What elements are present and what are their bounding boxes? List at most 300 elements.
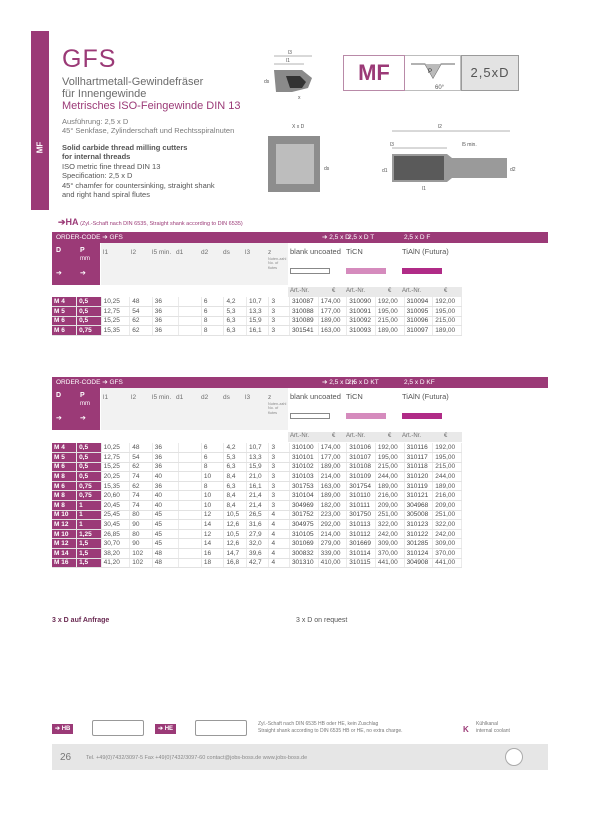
table-cell: 310112 bbox=[347, 529, 376, 539]
table-row bbox=[52, 520, 462, 530]
table-cell: 4,2 bbox=[224, 443, 247, 453]
table-cell: 10,5 bbox=[224, 529, 247, 539]
table-row bbox=[52, 558, 462, 568]
table-cell: M 8 bbox=[52, 472, 77, 482]
table-cell: 45 bbox=[152, 529, 179, 539]
table-cell bbox=[179, 472, 202, 482]
table-cell: M 4 bbox=[52, 297, 77, 307]
table-cell: 36 bbox=[152, 307, 179, 317]
table-cell: 310092 bbox=[347, 316, 376, 326]
title-de: Vollhartmetall-Gewindefräser für Innengewinde bbox=[62, 76, 204, 100]
table-cell: M 5 bbox=[52, 307, 77, 317]
table-cell: 310105 bbox=[289, 529, 318, 539]
table-cell: 4,2 bbox=[224, 297, 247, 307]
table-cell: 10,5 bbox=[224, 510, 247, 520]
table-cell: 48 bbox=[152, 558, 179, 568]
product-code: GFS bbox=[62, 45, 117, 73]
table-cell: 310107 bbox=[347, 453, 376, 463]
table-cell: 48 bbox=[130, 297, 153, 307]
table-cell: 80 bbox=[130, 510, 153, 520]
table-cell: 370,00 bbox=[375, 549, 404, 559]
table-row bbox=[52, 472, 462, 482]
table-cell: 1,5 bbox=[77, 558, 102, 568]
table-cell: 4 bbox=[269, 549, 289, 559]
table-cell: 192,00 bbox=[375, 297, 404, 307]
table-cell: 310087 bbox=[289, 297, 318, 307]
table-cell: 4 bbox=[269, 558, 289, 568]
table-cell: 40 bbox=[152, 472, 179, 482]
tool-tip-drawing bbox=[262, 48, 332, 100]
table-cell: 21,4 bbox=[246, 501, 269, 511]
table-cell: 242,00 bbox=[375, 529, 404, 539]
drawing-l1b: l1 bbox=[422, 186, 426, 192]
table-cell: 310088 bbox=[289, 307, 318, 317]
table-row bbox=[52, 481, 462, 491]
table-cell: 1 bbox=[77, 520, 102, 530]
table-cell: 10,25 bbox=[101, 443, 130, 453]
table-cell: 15,35 bbox=[101, 481, 130, 491]
table-cell: 40 bbox=[152, 501, 179, 511]
table-cell: 27,9 bbox=[246, 529, 269, 539]
table-cell: 339,00 bbox=[318, 549, 347, 559]
table-cell bbox=[179, 462, 202, 472]
table-row bbox=[52, 297, 462, 307]
drawing-l3b: l3 bbox=[390, 142, 394, 148]
table-cell: M 8 bbox=[52, 491, 77, 501]
table-cell: 30,45 bbox=[101, 520, 130, 530]
table-cell: M 6 bbox=[52, 316, 77, 326]
table-cell: 15,9 bbox=[246, 316, 269, 326]
table-cell: 74 bbox=[130, 472, 153, 482]
table-cell: 310113 bbox=[347, 520, 376, 530]
subtitle-de: Metrisches ISO-Feingewinde DIN 13 bbox=[62, 100, 241, 112]
table-cell: 441,00 bbox=[375, 558, 404, 568]
table-cell: M 6 bbox=[52, 481, 77, 491]
table-cell: 0,75 bbox=[77, 491, 102, 501]
table-cell: 15,25 bbox=[101, 316, 130, 326]
table-cell: 36 bbox=[152, 443, 179, 453]
table1-dim-header: l1 l2 l5 min. d1 d2 ds l3 z Nuten-zahl No. of flutes bbox=[101, 243, 288, 285]
table-cell: 4 bbox=[269, 529, 289, 539]
table-cell: 163,00 bbox=[318, 326, 347, 336]
table-cell: 177,00 bbox=[318, 307, 347, 317]
table-cell: 215,00 bbox=[375, 462, 404, 472]
table-cell: 3 bbox=[269, 462, 289, 472]
drawing-ds2: ds bbox=[324, 166, 330, 172]
table-cell: 15,25 bbox=[101, 462, 130, 472]
table-cell: 12,75 bbox=[101, 453, 130, 463]
table-cell: 310120 bbox=[404, 472, 433, 482]
table-cell: 1,25 bbox=[77, 529, 102, 539]
table-cell: 16 bbox=[201, 549, 224, 559]
table-cell bbox=[179, 297, 202, 307]
table-cell: 6,3 bbox=[224, 462, 247, 472]
he-flag: ➔ HE bbox=[155, 724, 176, 734]
table-cell: 20,60 bbox=[101, 491, 130, 501]
table-cell: 195,00 bbox=[433, 307, 462, 317]
table-cell bbox=[179, 549, 202, 559]
table-cell: 310114 bbox=[347, 549, 376, 559]
tool-drawing bbox=[262, 118, 520, 206]
table-cell: 3 bbox=[269, 443, 289, 453]
table-cell: 310091 bbox=[347, 307, 376, 317]
table-cell: 215,00 bbox=[433, 462, 462, 472]
table-cell: 10,25 bbox=[101, 297, 130, 307]
table-cell: 310118 bbox=[404, 462, 433, 472]
table-cell: 310119 bbox=[404, 481, 433, 491]
table-row bbox=[52, 453, 462, 463]
spec-de: Ausführung: 2,5 x D 45° Senkfase, Zylinderschaft und Rechtsspiralnuten bbox=[62, 117, 235, 135]
table-row bbox=[52, 539, 462, 549]
table-cell: 90 bbox=[130, 520, 153, 530]
spec-badge: 2,5xD bbox=[461, 55, 519, 91]
table-cell: 4 bbox=[269, 520, 289, 530]
thread-profile-box bbox=[405, 55, 461, 91]
table-row bbox=[52, 510, 462, 520]
table-cell: 195,00 bbox=[433, 453, 462, 463]
table-cell: 163,00 bbox=[318, 481, 347, 491]
table-cell: 62 bbox=[130, 481, 153, 491]
table-cell: 310094 bbox=[404, 297, 433, 307]
shank-footnote: Zyl.-Schaft nach DIN 6535 HB oder HE, kein Zuschlag Straight shank according to DIN 6535 HB or HE, no extra charge. bbox=[258, 721, 403, 734]
table-row bbox=[52, 491, 462, 501]
table-cell: 8,4 bbox=[224, 501, 247, 511]
table-cell: 292,00 bbox=[318, 520, 347, 530]
table-cell: 5,3 bbox=[224, 453, 247, 463]
footnote-de: 3 x D auf Anfrage bbox=[52, 617, 110, 624]
table-cell: 36 bbox=[152, 462, 179, 472]
table-cell: 26,85 bbox=[101, 529, 130, 539]
table-cell: 310102 bbox=[289, 462, 318, 472]
table-cell: 54 bbox=[130, 453, 153, 463]
table-cell: 310121 bbox=[404, 491, 433, 501]
table-cell: 310101 bbox=[289, 453, 318, 463]
drawing-x: x bbox=[298, 95, 301, 100]
table-cell: 5,3 bbox=[224, 307, 247, 317]
table-cell: M 6 bbox=[52, 326, 77, 336]
table-cell: 13,3 bbox=[246, 307, 269, 317]
table-cell: 45 bbox=[152, 539, 179, 549]
table-cell: 6,3 bbox=[224, 316, 247, 326]
table1-artnr-row: Art.-Nr. € Art.-Nr. € Art.-Nr. € bbox=[288, 287, 462, 297]
table-cell: 174,00 bbox=[318, 443, 347, 453]
table-cell bbox=[179, 481, 202, 491]
table-cell bbox=[179, 510, 202, 520]
table-cell: 74 bbox=[130, 491, 153, 501]
table-cell: 6 bbox=[201, 443, 224, 453]
k-note: Kühlkanal internal coolant bbox=[476, 721, 510, 734]
table-row bbox=[52, 307, 462, 317]
table-cell: 16,1 bbox=[246, 326, 269, 336]
footer-contact: Tel. +49(0)7432/3097-5 Fax +49(0)7432/3097-60 contact@jobs-boss.de www.jobs-boss.de bbox=[86, 755, 308, 761]
table-cell: 12,6 bbox=[224, 539, 247, 549]
table1 bbox=[52, 297, 462, 336]
shank-note: ➔HA (Zyl.-Schaft nach DIN 6535, Straight shank according to DIN 6535) bbox=[58, 217, 243, 227]
drawing-d1: d1 bbox=[382, 168, 388, 174]
table-cell: 26,5 bbox=[246, 510, 269, 520]
table-cell: 10 bbox=[201, 501, 224, 511]
table-cell: 14 bbox=[201, 539, 224, 549]
table-cell: 304908 bbox=[404, 558, 433, 568]
table-row bbox=[52, 501, 462, 511]
table-cell: 36 bbox=[152, 297, 179, 307]
table-cell: 12 bbox=[201, 529, 224, 539]
side-tab bbox=[31, 31, 49, 210]
table-cell: M 16 bbox=[52, 558, 77, 568]
table-cell: 48 bbox=[130, 443, 153, 453]
drawing-ds: ds bbox=[264, 79, 270, 85]
table-cell: M 12 bbox=[52, 520, 77, 530]
table-cell: 216,00 bbox=[375, 491, 404, 501]
table-cell: 310123 bbox=[404, 520, 433, 530]
table-cell bbox=[179, 520, 202, 530]
table-cell: 102 bbox=[130, 549, 153, 559]
table-cell: 304968 bbox=[404, 501, 433, 511]
table-cell: 310117 bbox=[404, 453, 433, 463]
table-cell: 14,7 bbox=[224, 549, 247, 559]
table-cell: 0,5 bbox=[77, 307, 102, 317]
thread-p-label: P bbox=[428, 69, 433, 75]
table-cell: 322,00 bbox=[375, 520, 404, 530]
table2-dp-header: D P mm ➔ ➔ bbox=[52, 388, 100, 430]
table-cell: 45 bbox=[152, 520, 179, 530]
table-cell: 301669 bbox=[347, 539, 376, 549]
table-cell: 3 bbox=[269, 491, 289, 501]
table-cell: 192,00 bbox=[375, 443, 404, 453]
table-cell: 244,00 bbox=[433, 472, 462, 482]
table2-coat-blank: blank uncoated bbox=[290, 392, 341, 401]
table-cell: 304975 bbox=[289, 520, 318, 530]
table-cell: M 10 bbox=[52, 529, 77, 539]
table-cell: 195,00 bbox=[375, 453, 404, 463]
table-cell: 12,75 bbox=[101, 307, 130, 317]
table-cell: 3 bbox=[269, 472, 289, 482]
table-cell: 3 bbox=[269, 481, 289, 491]
table-cell: 36 bbox=[152, 326, 179, 336]
table-cell: 0,5 bbox=[77, 297, 102, 307]
table-cell: 214,00 bbox=[318, 472, 347, 482]
logo-icon bbox=[505, 748, 523, 766]
table-cell: 174,00 bbox=[318, 297, 347, 307]
table-cell: 15,9 bbox=[246, 462, 269, 472]
table-cell: 310111 bbox=[347, 501, 376, 511]
table-cell: 4 bbox=[269, 539, 289, 549]
table-cell: 31,6 bbox=[246, 520, 269, 530]
table-cell: M 14 bbox=[52, 549, 77, 559]
hb-shank-icon bbox=[92, 720, 144, 736]
table-cell: 251,00 bbox=[433, 510, 462, 520]
table-cell: 370,00 bbox=[433, 549, 462, 559]
table-cell: 13,3 bbox=[246, 453, 269, 463]
table-cell: 16,1 bbox=[246, 481, 269, 491]
table-cell: 0,5 bbox=[77, 462, 102, 472]
table-cell: 8,4 bbox=[224, 472, 247, 482]
table-cell bbox=[179, 539, 202, 549]
table-cell: 3 bbox=[269, 326, 289, 336]
table-cell: 41,20 bbox=[101, 558, 130, 568]
table1-tool-icon-blank bbox=[290, 268, 330, 274]
table-cell: 309,00 bbox=[433, 539, 462, 549]
k-label: K bbox=[463, 725, 469, 734]
table-cell: 304969 bbox=[289, 501, 318, 511]
table1-dp-header: D P mm ➔ ➔ bbox=[52, 243, 100, 285]
table-cell: 216,00 bbox=[433, 491, 462, 501]
table-cell: 410,00 bbox=[318, 558, 347, 568]
table-cell: 441,00 bbox=[433, 558, 462, 568]
table-cell: 14 bbox=[201, 520, 224, 530]
table-cell: 102 bbox=[130, 558, 153, 568]
table1-tool-icon-tialn bbox=[402, 268, 442, 274]
table1-tool-icon-ticn bbox=[346, 268, 386, 274]
table-cell: 310097 bbox=[404, 326, 433, 336]
table-cell: 310110 bbox=[347, 491, 376, 501]
table-cell: 310104 bbox=[289, 491, 318, 501]
table-cell: 18 bbox=[201, 558, 224, 568]
table-cell: 182,00 bbox=[318, 501, 347, 511]
table-cell: 8 bbox=[201, 481, 224, 491]
table-cell: 3 bbox=[269, 453, 289, 463]
table-cell: 189,00 bbox=[318, 316, 347, 326]
table-cell: 209,00 bbox=[375, 501, 404, 511]
table-row bbox=[52, 443, 462, 453]
table-cell: 15,35 bbox=[101, 326, 130, 336]
table-cell: 3 bbox=[269, 501, 289, 511]
table-cell: 25,45 bbox=[101, 510, 130, 520]
table-cell: 6 bbox=[201, 453, 224, 463]
table-cell: 301754 bbox=[347, 481, 376, 491]
table-cell: 12,6 bbox=[224, 520, 247, 530]
table-cell bbox=[179, 316, 202, 326]
table-cell: 48 bbox=[152, 549, 179, 559]
table1-coat-blank: blank uncoated bbox=[290, 247, 341, 256]
table-cell: 301753 bbox=[289, 481, 318, 491]
drawing-l5min: l5 min. bbox=[462, 142, 477, 148]
table-cell: 189,00 bbox=[375, 481, 404, 491]
table-cell: 74 bbox=[130, 501, 153, 511]
table-cell: 305008 bbox=[404, 510, 433, 520]
table-cell: M 6 bbox=[52, 462, 77, 472]
table-cell bbox=[179, 326, 202, 336]
table-cell: 310124 bbox=[404, 549, 433, 559]
table-cell: 310096 bbox=[404, 316, 433, 326]
drawing-l1: l1 bbox=[286, 58, 290, 64]
table-cell: 0,75 bbox=[77, 326, 102, 336]
title-en: Solid carbide thread milling cutters for internal threads ISO metric fine thread DIN 13 Specification: 2,5 x D 45° chamfer for countersinking, straight shank and right hand spiral flutes bbox=[62, 143, 215, 200]
table-cell: 209,00 bbox=[433, 501, 462, 511]
table-cell: 6 bbox=[201, 307, 224, 317]
table-cell: 215,00 bbox=[433, 316, 462, 326]
table-cell: 4 bbox=[269, 510, 289, 520]
table-cell bbox=[179, 443, 202, 453]
table-cell: 3 bbox=[269, 297, 289, 307]
table-cell: 310116 bbox=[404, 443, 433, 453]
table-cell: 1 bbox=[77, 510, 102, 520]
table-cell: 12 bbox=[201, 510, 224, 520]
he-shank-icon bbox=[195, 720, 247, 736]
table-cell: 45 bbox=[152, 510, 179, 520]
footnote-en: 3 x D on request bbox=[296, 617, 348, 624]
table-cell bbox=[179, 453, 202, 463]
table-cell: 80 bbox=[130, 529, 153, 539]
table-cell: 192,00 bbox=[433, 297, 462, 307]
table-cell: M 8 bbox=[52, 501, 77, 511]
table-cell bbox=[179, 529, 202, 539]
table-cell: 310090 bbox=[347, 297, 376, 307]
table2-tool-icon-ticn bbox=[346, 413, 386, 419]
table-cell: 6,3 bbox=[224, 481, 247, 491]
table-cell: 62 bbox=[130, 462, 153, 472]
table-cell: 0,5 bbox=[77, 453, 102, 463]
table-cell: 0,75 bbox=[77, 481, 102, 491]
table-cell: 301750 bbox=[347, 510, 376, 520]
table-cell: 32,0 bbox=[246, 539, 269, 549]
table-cell: 310103 bbox=[289, 472, 318, 482]
table-cell: 38,20 bbox=[101, 549, 130, 559]
table-cell: 8,4 bbox=[224, 491, 247, 501]
table-cell: 301285 bbox=[404, 539, 433, 549]
table-cell: 36 bbox=[152, 481, 179, 491]
side-tab-label: MF bbox=[35, 141, 45, 154]
table-cell: 251,00 bbox=[375, 510, 404, 520]
table1-order-bar: ORDER-CODE ➔ GFS ➔ 2,5 x D 2,5 x D T 2,5 x D F bbox=[52, 232, 548, 243]
table-cell: 3 bbox=[269, 307, 289, 317]
table-cell: 6,3 bbox=[224, 326, 247, 336]
table-cell: 10,7 bbox=[246, 443, 269, 453]
hb-flag: ➔ HB bbox=[52, 724, 73, 734]
table2-tool-icon-blank bbox=[290, 413, 330, 419]
table2-artnr-row: Art.-Nr. € Art.-Nr. € Art.-Nr. € bbox=[288, 432, 462, 442]
table-cell: 0,5 bbox=[77, 472, 102, 482]
drawing-d2: d2 bbox=[510, 167, 516, 173]
drawing-l3: l3 bbox=[288, 50, 292, 56]
table-cell: 310100 bbox=[289, 443, 318, 453]
table2-order-bar: ORDER-CODE ➔ GFS ➔ 2,5 x D K 2,5 x D KT 2,5 x D KF bbox=[52, 377, 548, 388]
table-cell: 310109 bbox=[347, 472, 376, 482]
table-cell: 42,7 bbox=[246, 558, 269, 568]
table-cell: 36 bbox=[152, 453, 179, 463]
table-cell: M 4 bbox=[52, 443, 77, 453]
table-cell bbox=[179, 491, 202, 501]
table-cell: 1,5 bbox=[77, 549, 102, 559]
table-cell: 62 bbox=[130, 316, 153, 326]
table-cell: 8 bbox=[201, 326, 224, 336]
drawing-xxd: X x D bbox=[292, 124, 305, 130]
table-cell: 6 bbox=[201, 297, 224, 307]
table-cell: 310095 bbox=[404, 307, 433, 317]
table-cell: 189,00 bbox=[375, 326, 404, 336]
table-cell: 301752 bbox=[289, 510, 318, 520]
table-cell: 1 bbox=[77, 501, 102, 511]
table2 bbox=[52, 443, 462, 568]
table-cell: 10 bbox=[201, 472, 224, 482]
table-cell: 301310 bbox=[289, 558, 318, 568]
mf-badge: MF bbox=[343, 55, 405, 91]
table1-coat-tialn: TiAlN (Futura) bbox=[402, 247, 449, 256]
table2-dim-header: l1 l2 l5 min. d1 d2 ds l3 z Nuten-zahl No. of flutes bbox=[101, 388, 288, 430]
page-number: 26 bbox=[60, 752, 72, 763]
table2-coat-tialn: TiAlN (Futura) bbox=[402, 392, 449, 401]
thread-angle-label: 60° bbox=[435, 85, 445, 91]
table-cell: 30,70 bbox=[101, 539, 130, 549]
table-cell: 301069 bbox=[289, 539, 318, 549]
table-cell: 40 bbox=[152, 491, 179, 501]
table-cell: 8 bbox=[201, 316, 224, 326]
table-cell: 300832 bbox=[289, 549, 318, 559]
table-row bbox=[52, 462, 462, 472]
table-cell: 189,00 bbox=[318, 462, 347, 472]
table-cell: 39,6 bbox=[246, 549, 269, 559]
table-cell: 310115 bbox=[347, 558, 376, 568]
